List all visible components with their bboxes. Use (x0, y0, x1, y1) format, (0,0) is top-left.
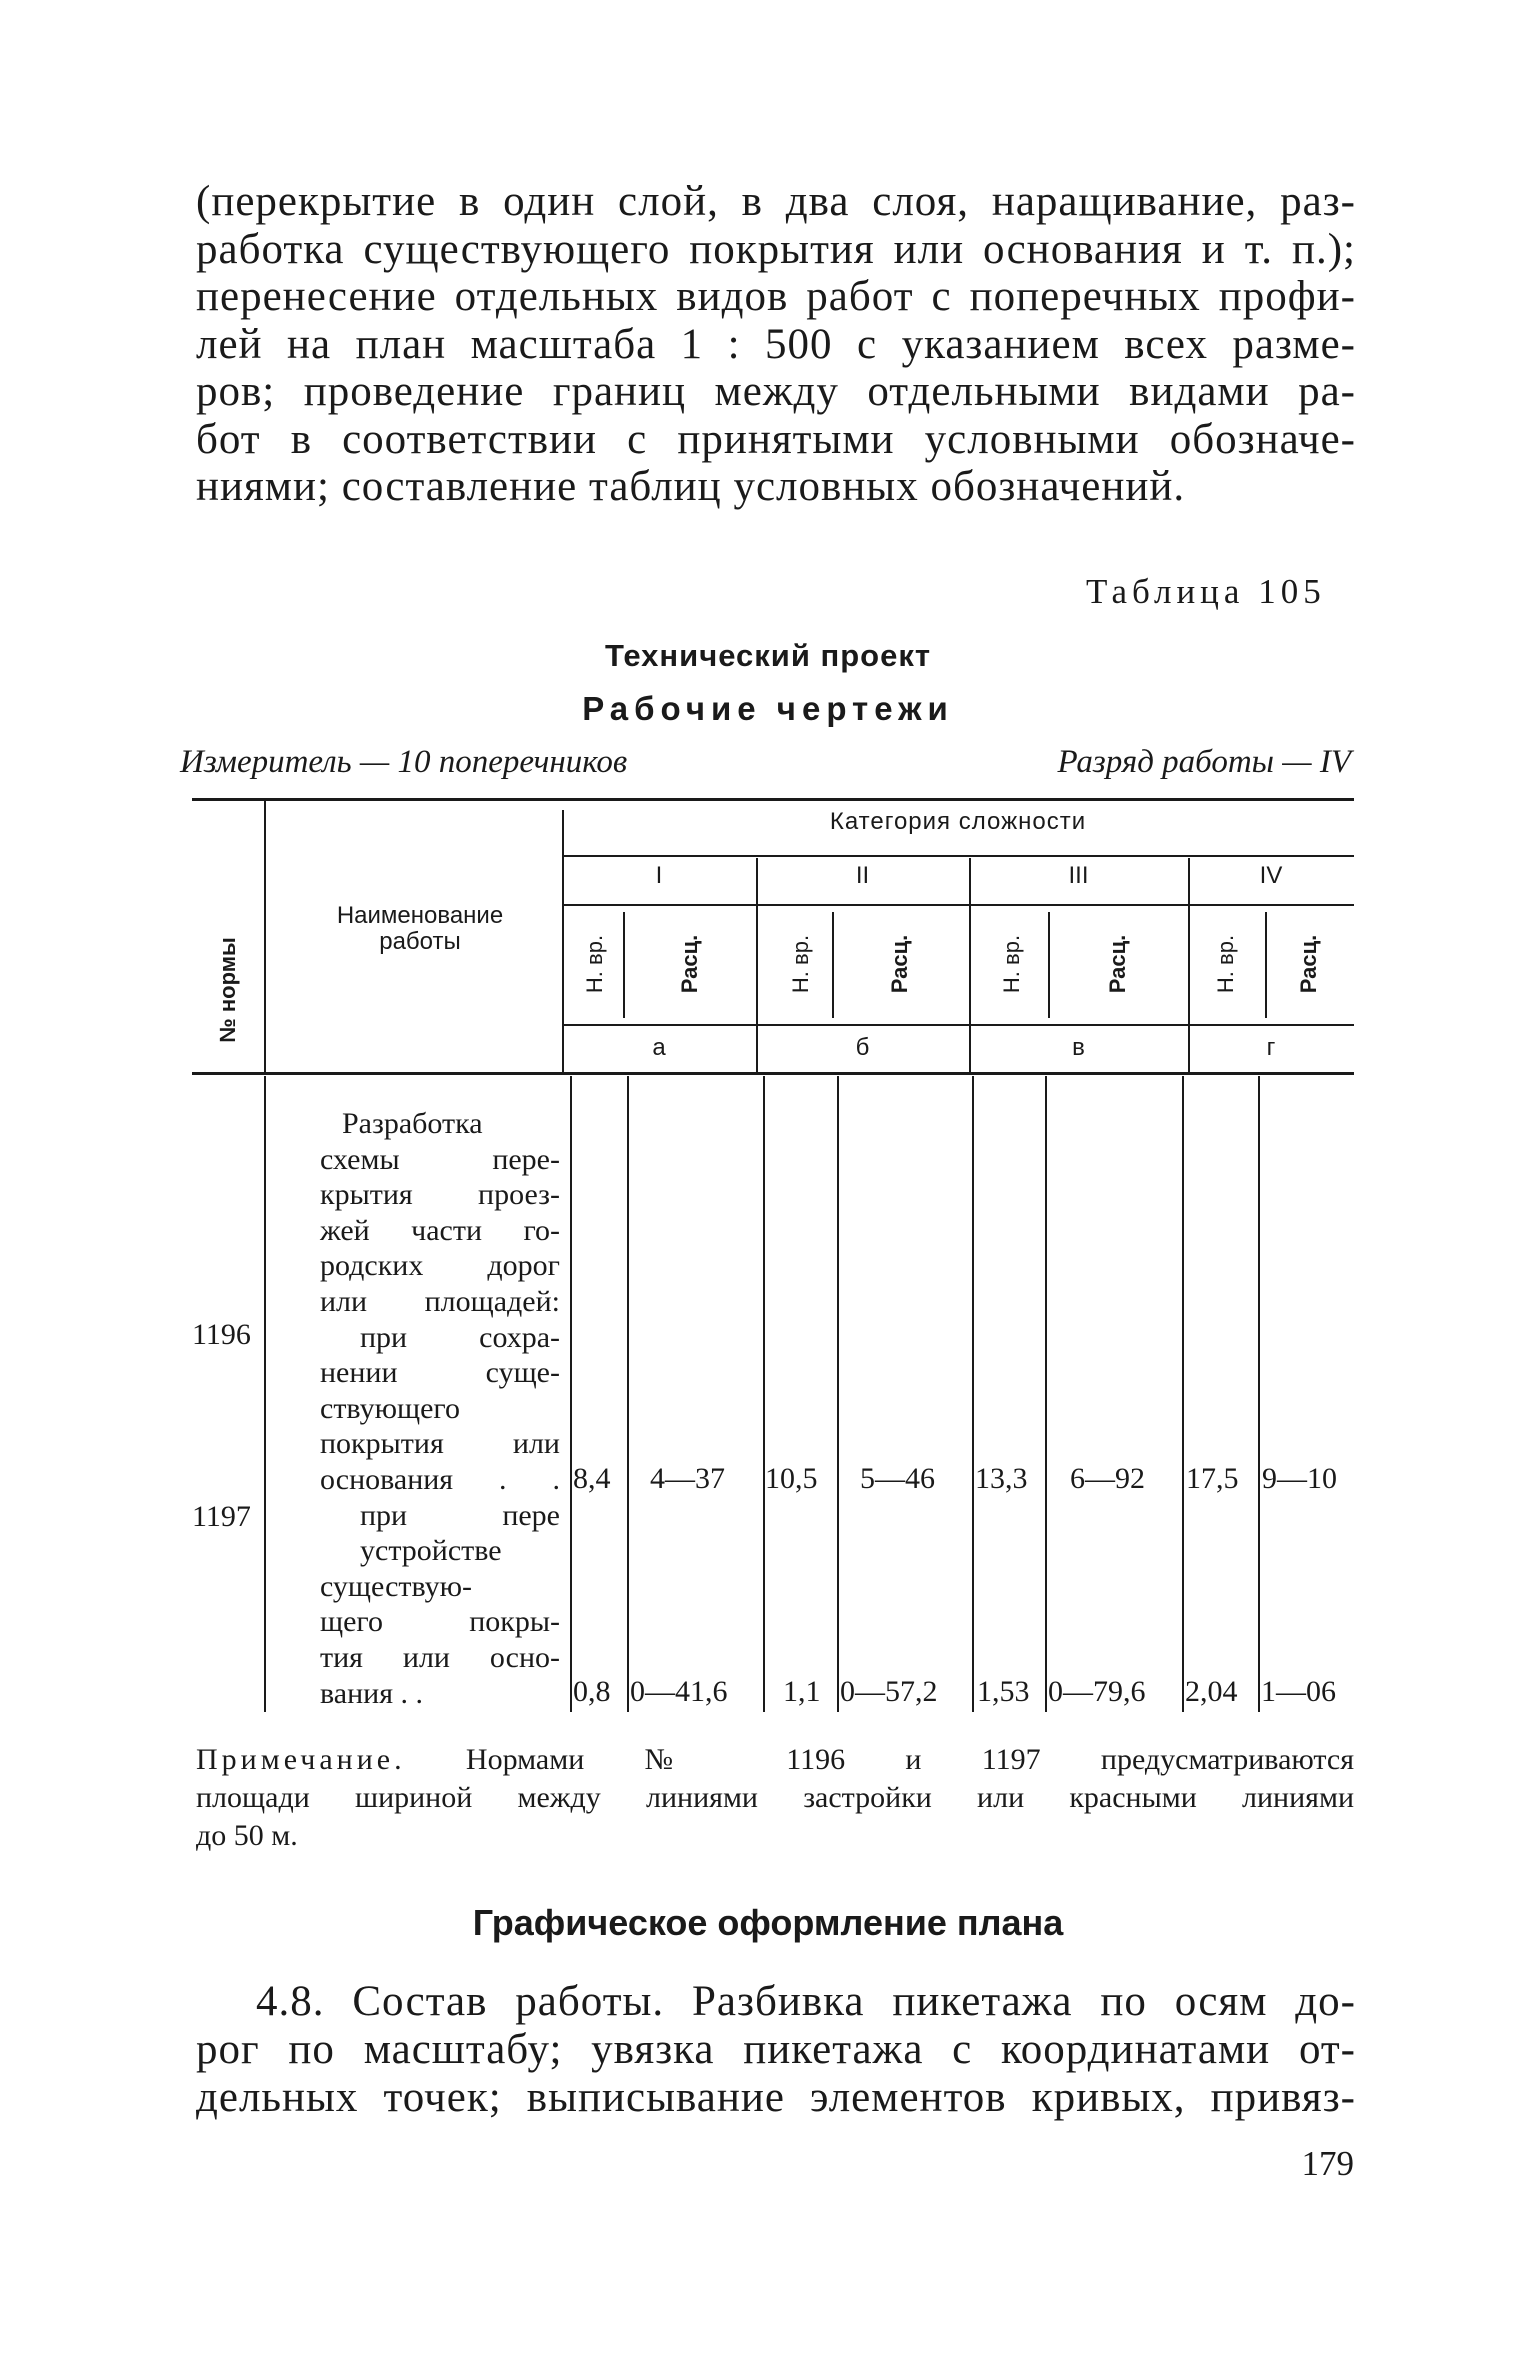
note-label: Примечание. (196, 1743, 406, 1776)
header-category-iii: III (1068, 862, 1089, 889)
value-1196-rasc-iv: 9—10 (1262, 1462, 1337, 1495)
value-1197-hvr-ii: 1,1 (783, 1675, 821, 1708)
text-line: ров; проведение границ между отдельными видами ра- (196, 368, 1356, 415)
value-1196-hvr-iv: 17,5 (1186, 1462, 1239, 1495)
table-grade: Разряд работы — IV (1057, 744, 1351, 780)
table-top-rule (192, 798, 1354, 801)
value-1196-hvr-ii: 10,5 (765, 1462, 818, 1495)
work-line: при сохра- (360, 1320, 560, 1354)
section-title: Графическое оформление плана (472, 1902, 1064, 1943)
text-line: ниями; составление таблиц условных обозначений. (196, 463, 1186, 510)
header-letter-v: в (1072, 1034, 1085, 1061)
value-1196-rasc-ii: 5—46 (860, 1462, 935, 1495)
table-rule (972, 1076, 974, 1712)
header-hvr-i: Н. вр. (582, 934, 607, 994)
header-letter-g: г (1266, 1034, 1276, 1061)
table-rule (837, 1076, 839, 1712)
table-note (196, 1741, 1354, 1855)
value-1197-hvr-iii: 1,53 (977, 1675, 1030, 1708)
work-line: родских дорог (320, 1249, 560, 1283)
text-line: дельных точек; выписывание элементов кривых, привяз- (196, 2074, 1356, 2121)
work-line: схемы пере- (320, 1142, 560, 1176)
intro-paragraph (196, 178, 1356, 511)
value-1196-rasc-iii: 6—92 (1070, 1462, 1145, 1495)
work-name-cell (320, 1106, 560, 1711)
header-rasc-i: Расц. (677, 934, 702, 994)
header-category-ii: II (855, 862, 870, 889)
text-line: 4.8. Состав работы. Разбивка пикетажа по осям до- (256, 1978, 1356, 2025)
header-work-name-text: Наименование работы (336, 902, 504, 955)
table-rule (1045, 1076, 1047, 1712)
work-line: покрытия или (320, 1427, 560, 1461)
header-hvr-iv: Н. вр. (1213, 934, 1238, 994)
table-rule (623, 912, 625, 1018)
work-line: крытия проез- (320, 1178, 560, 1212)
norm-number: 1196 (192, 1318, 251, 1351)
text-line: рог по масштабу; увязка пикетажа с координатами от- (196, 2026, 1356, 2073)
table-rule (570, 1076, 572, 1712)
work-line: устройстве (360, 1534, 502, 1568)
value-1197-hvr-i: 0,8 (573, 1675, 611, 1708)
value-1197-rasc-i: 0—41,6 (630, 1675, 728, 1708)
header-rasc-iii: Расц. (1105, 934, 1130, 994)
work-line: жей части го- (320, 1213, 560, 1247)
value-1196-hvr-iii: 13,3 (975, 1462, 1028, 1495)
value-1196-hvr-i: 8,4 (573, 1462, 611, 1495)
text-line: работка существующего покрытия или основания и т. п.); (196, 225, 1356, 273)
page-number: 179 (1301, 2144, 1354, 2183)
note-text: Нормами № 1196 и 1197 предусматриваются (465, 1743, 1354, 1776)
table-rule (763, 1076, 765, 1712)
table-rule (1182, 1076, 1184, 1712)
header-category-i: I (655, 862, 663, 889)
text-line: лей на план масштаба 1 : 500 с указанием всех разме- (196, 320, 1356, 368)
text-line: перенесение отдельных видов работ с поперечных профи- (196, 273, 1356, 320)
work-line: вания . . (320, 1676, 423, 1710)
table-rule (832, 912, 834, 1018)
table-rule (264, 1076, 266, 1712)
table-rule (1048, 912, 1050, 1018)
work-line: ствующего (320, 1391, 460, 1425)
table-number: Таблица 105 (1086, 572, 1326, 611)
table-rule (562, 810, 564, 1072)
note-line: до 50 м. (196, 1819, 298, 1852)
header-category: Категория сложности (829, 808, 1087, 835)
work-line: при пере (360, 1498, 560, 1532)
paragraph-4-8 (196, 1978, 1356, 2122)
header-letter-b: б (855, 1034, 870, 1061)
header-rasc-iv: Расц. (1296, 934, 1321, 994)
work-line: нении суще- (320, 1356, 560, 1390)
table-rule (562, 855, 1354, 857)
value-1197-rasc-iv: 1—06 (1261, 1675, 1336, 1708)
work-line: существую- (320, 1569, 473, 1603)
work-line: щего покры- (320, 1605, 560, 1639)
header-rasc-ii: Расц. (887, 934, 912, 994)
note-line: площади шириной между линиями застройки или красными линиями (196, 1781, 1354, 1814)
header-hvr-ii: Н. вр. (788, 934, 813, 994)
table-subtitle: Рабочие чертежи (582, 690, 954, 727)
value-1196-rasc-i: 4—37 (650, 1462, 725, 1495)
work-line: или площадей: (320, 1284, 560, 1318)
table-header-rule (192, 1072, 1354, 1075)
header-work-name (300, 903, 540, 955)
header-hvr-iii: Н. вр. (999, 934, 1024, 994)
table-rule (562, 904, 1354, 906)
header-norm-no: № нормы (215, 937, 240, 1043)
table-rule (562, 1024, 1354, 1026)
table-rule (264, 800, 266, 1072)
table-title: Технический проект (604, 638, 932, 673)
text-line: бот в соответствии с принятыми условными обозначе- (196, 415, 1356, 463)
table-rule (627, 1076, 629, 1712)
value-1197-hvr-iv: 2,04 (1185, 1675, 1238, 1708)
work-line: тия или осно- (320, 1640, 560, 1674)
value-1197-rasc-iii: 0—79,6 (1048, 1675, 1146, 1708)
work-line: основания . . (320, 1462, 560, 1496)
table-meter: Измеритель — 10 поперечников (180, 744, 628, 780)
header-letter-a: а (652, 1034, 666, 1061)
table-rule (1258, 1076, 1260, 1712)
table-rule (1265, 912, 1267, 1018)
text-line: (перекрытие в один слой, в два слоя, наращивание, раз- (196, 178, 1356, 225)
note-line (196, 1741, 1354, 1779)
value-1197-rasc-ii: 0—57,2 (840, 1675, 938, 1708)
header-category-iv: IV (1259, 862, 1283, 889)
norm-number: 1197 (192, 1500, 251, 1533)
work-line: Разработка (342, 1107, 483, 1140)
